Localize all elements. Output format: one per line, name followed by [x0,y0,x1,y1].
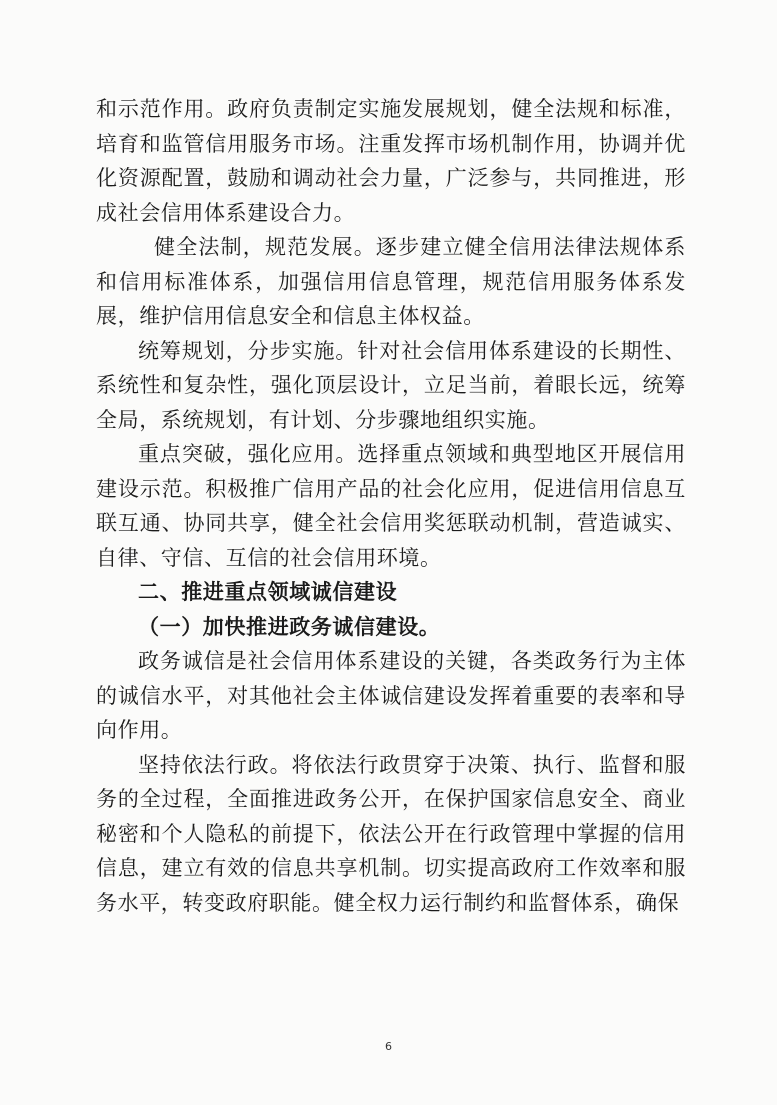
paragraph-rule-of-law [96,748,686,921]
paragraph-planning [96,334,686,438]
paragraph-text: 政务诚信是社会信用体系建设的关键，各类政务行为主体的诚信水平，对其他社会主体诚信建设发挥着重要的表率和导向作用。 [96,649,686,742]
paragraph-text: 逐步建立健全信用法律法规体系和信用标准体系，加强信用信息管理，规范信用服务体系发展，维护信用信息安全和信息主体权益。 [96,235,687,328]
paragraph-continuation [96,92,686,230]
paragraph-lead: 健全法制，规范发展。 [154,235,376,259]
section-heading: 二、推进重点领域诚信建设 [138,580,398,604]
page-number: 6 [385,1040,392,1053]
paragraph-text: 选择重点领域和典型地区开展信用建设示范。积极推广信用产品的社会化应用，促进信用信息互联互通、协同共享，健全社会信用奖惩联动机制，营造诚实、自律、守信、互信的社会信用环境。 [96,442,687,570]
paragraph-government-integrity [96,644,686,748]
paragraph-lead: 重点突破，强化应用。 [138,442,358,466]
paragraph-lead: 统筹规划，分步实施。 [138,338,358,363]
paragraph-text: 将依法行政贯穿于决策、执行、监督和服务的全过程，全面推进政务公开，在保护国家信息安全、商业秘密和个人隐私的前提下，依法公开在行政管理中掌握的信用信息，建立有效的信息共享机制。切实提高政府工作效率和服务水平，转变政府职能。健全权力运行制约和监督体系，确保 [96,752,686,915]
subsection-heading: （一）加快推进政务诚信建设。 [138,614,441,639]
paragraph-text: 针对社会信用体系建设的长期性、系统性和复杂性，强化顶层设计，立足当前，着眼长远，统筹全局，系统规划，有计划、分步骤地组织实施。 [96,338,687,432]
paragraph-legal-system [96,230,686,334]
paragraph-lead: 坚持依法行政。 [138,752,292,777]
paragraph-text: 和示范作用。政府负责制定实施发展规划，健全法规和标准，培育和监管信用服务市场。注重发挥市场机制作用，协调并优化资源配置，鼓励和调动社会力量，广泛参与，共同推进，形成社会信用体系建设合力。 [96,97,686,225]
paragraph-breakthrough [96,437,686,575]
body-text [96,92,686,920]
